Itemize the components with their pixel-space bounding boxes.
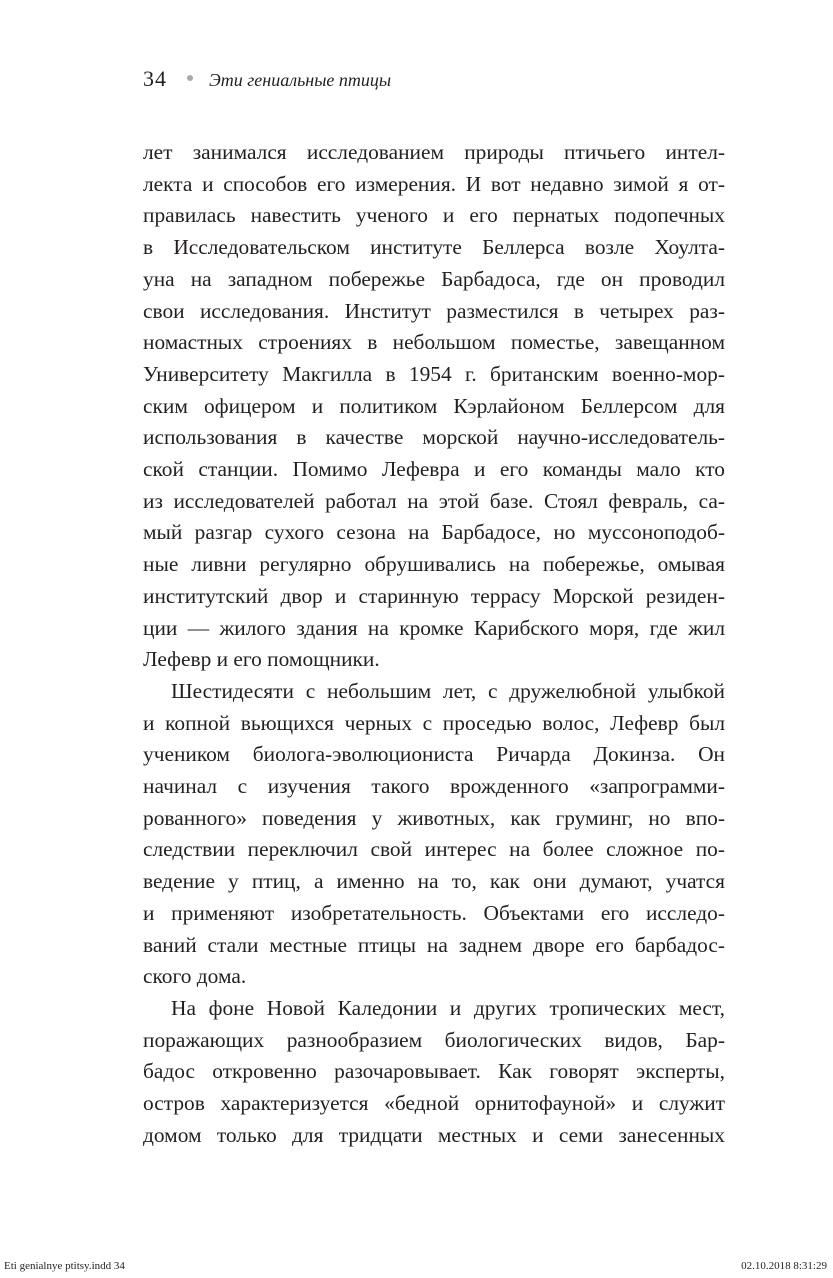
text-line: использования в качестве морской научно-исследователь-	[143, 425, 725, 450]
text-line: Лефевр и его помощники.	[143, 647, 380, 672]
text-line: начинал с изучения такого врожденного «запрограмми-	[143, 774, 725, 799]
text-line: Шестидесяти с небольшим лет, с дружелюбной улыбкой	[171, 678, 725, 703]
text-line: следствии переключил свой интерес на более сложное по-	[143, 837, 725, 862]
text-line: бадос откровенно разочаровывает. Как говорят эксперты,	[143, 1059, 725, 1084]
text-line: и применяют изобретательность. Объектами его исследо-	[143, 900, 725, 925]
text-line: институтский двор и старинную террасу Морской резиден-	[143, 583, 725, 608]
text-line: остров характеризуется «бедной орнитофауной» и служит	[143, 1091, 725, 1116]
text-line: ской станции. Помимо Лефевра и его команды мало кто	[143, 457, 725, 482]
text-line: ные ливни регулярно обрушивались на побережье, омывая	[143, 552, 725, 577]
text-line: Университету Макгилла в 1954 г. британским военно-мор-	[143, 361, 725, 386]
text-line: домом только для тридцати местных и семи занесенных	[143, 1122, 725, 1147]
text-line: мый разгар сухого сезона на Барбадосе, но муссоноподоб-	[143, 520, 725, 545]
bullet-separator	[187, 75, 193, 81]
paragraph-1	[143, 137, 725, 676]
text-line: в Исследовательском институте Беллерса возле Хоулта-	[143, 235, 725, 260]
body-text	[143, 137, 725, 1152]
paragraph-3	[143, 993, 725, 1152]
running-head	[143, 66, 391, 96]
text-line: и копной вьющихся черных с проседью волос, Лефевр был	[143, 710, 725, 735]
text-line: ваний стали местные птицы на заднем дворе его барбадос-	[143, 932, 725, 957]
text-line: лет занимался исследованием природы птичьего интел-	[143, 140, 725, 164]
text-line: правилась навестить ученого и его пернатых подопечных	[143, 203, 725, 228]
text-line: учеником биолога-эволюциониста Ричарда Докинза. Он	[143, 742, 725, 767]
text-line: ским офицером и политиком Кэрлайоном Беллерсом для	[143, 393, 725, 418]
text-line: уна на западном побережье Барбадоса, где он проводил	[143, 266, 725, 291]
text-line: свои исследования. Институт разместился в четырех раз-	[143, 298, 725, 323]
paragraph-2	[143, 676, 725, 993]
text-line: поражающих разнообразием биологических видов, Бар-	[143, 1027, 725, 1052]
text-line: рованного» поведения у животных, как груминг, но впо-	[143, 805, 725, 830]
book-title: Эти гениальные птицы	[209, 70, 392, 90]
text-line: ского дома.	[143, 964, 247, 989]
text-line: ведение у птиц, а именно на то, как они думают, учатся	[143, 869, 725, 894]
text-line: из исследователей работал на этой базе. Стоял февраль, са-	[143, 488, 725, 513]
page-number: 34	[143, 66, 167, 91]
text-line: лекта и способов его измерения. И вот недавно зимой я от-	[143, 171, 725, 196]
text-line: На фоне Новой Каледонии и других тропических мест,	[171, 995, 725, 1020]
text-line: ции — жилого здания на кромке Карибского моря, где жил	[143, 615, 725, 640]
text-line: номастных строениях в небольшом поместье, завещанном	[143, 330, 725, 355]
footer-timestamp: 02.10.2018 8:31:29	[741, 1260, 827, 1272]
footer-file-info: Eti genialnye ptitsy.indd 34	[4, 1260, 125, 1272]
